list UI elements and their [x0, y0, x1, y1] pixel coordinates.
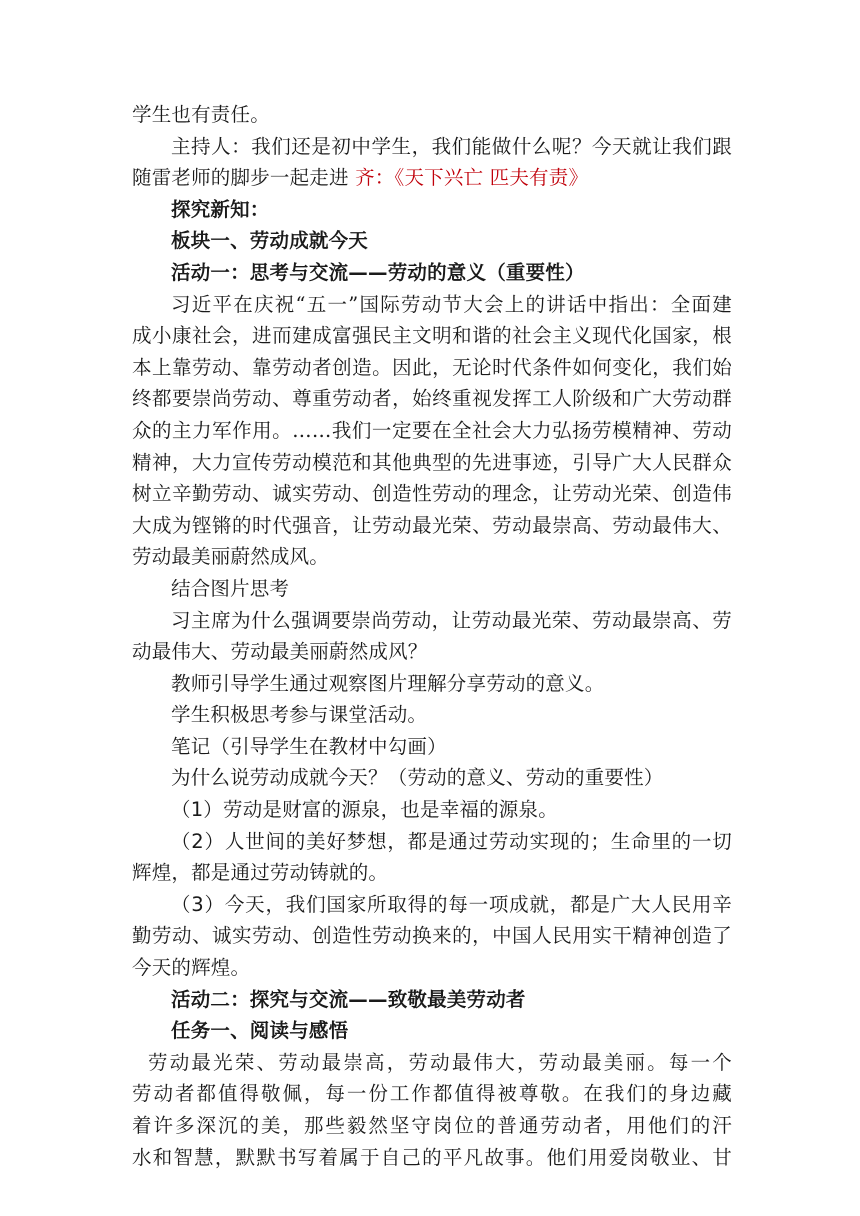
section-heading: 探究新知： — [171, 197, 270, 221]
note-item: （3）今天，我们国家所取得的每一项成就，都是广大人民用辛 — [171, 892, 732, 916]
paragraph-line: 学生积极思考参与课堂活动。 — [171, 703, 428, 727]
highlighted-title: 齐：《天下兴亡 匹夫有责》 — [355, 166, 589, 190]
paragraph-line: 主持人：我们还是初中学生，我们能做什么呢？今天就让我们跟 — [171, 134, 732, 158]
paragraph-line: 水和智慧，默默书写着属于自己的平凡故事。他们用爱岗敬业、甘 — [132, 1145, 732, 1169]
task-heading: 任务一、阅读与感悟 — [171, 1019, 349, 1043]
activity-heading: 活动一：思考与交流——劳动的意义（重要性） — [171, 260, 585, 284]
paragraph-line: 笔记（引导学生在教材中勾画） — [171, 734, 447, 758]
paragraph-line: 劳动最光荣、劳动最崇高，劳动最伟大，劳动最美丽。每一个 — [148, 1050, 732, 1074]
paragraph-line: 终都要崇尚劳动、尊重劳动者，始终重视发挥工人阶级和广大劳动群 — [132, 387, 732, 411]
paragraph-line: 树立辛勤劳动、诚实劳动、创造性劳动的理念，让劳动光荣、创造伟 — [132, 482, 732, 506]
paragraph-line: 劳动最美丽蔚然成风。 — [132, 545, 330, 569]
paragraph-line: 结合图片思考 — [171, 576, 290, 600]
paragraph-line: 动最伟大、劳动最美丽蔚然成风？ — [132, 640, 428, 664]
paragraph-line: 习近平在庆祝“五一”国际劳动节大会上的讲话中指出：全面建 — [171, 292, 732, 316]
paragraph-line: 本上靠劳动、靠劳动者创造。因此，无论时代条件如何变化，我们始 — [132, 355, 732, 379]
document-page — [132, 99, 732, 1173]
paragraph-line — [132, 162, 732, 194]
activity-heading: 活动二：探究与交流——致敬最美劳动者 — [171, 987, 526, 1011]
paragraph-line: 大成为铿锵的时代强音，让劳动最光荣、劳动最崇高、劳动最伟大、 — [132, 513, 732, 537]
paragraph-line: 为什么说劳动成就今天？（劳动的意义、劳动的重要性） — [171, 766, 664, 790]
paragraph-text: 随雷老师的脚步一起走进 — [132, 166, 356, 190]
paragraph-line: 众的主力军作用。……我们一定要在全社会大力弘扬劳模精神、劳动 — [132, 418, 732, 442]
paragraph-line: 着许多深沉的美，那些毅然坚守岗位的普通劳动者，用他们的汗 — [132, 1114, 732, 1137]
paragraph-line: 学生也有责任。 — [132, 103, 270, 126]
paragraph-line: 精神，大力宣传劳动模范和其他典型的先进事迹，引导广大人民群众 — [132, 450, 732, 474]
note-item: （2）人世间的美好梦想，都是通过劳动实现的；生命里的一切 — [171, 829, 732, 853]
paragraph-line: 习主席为什么强调要崇尚劳动，让劳动最光荣、劳动最崇高、劳 — [171, 608, 732, 632]
paragraph-line: 劳动者都值得敬佩，每一份工作都值得被尊敬。在我们的身边藏 — [132, 1082, 732, 1106]
note-item: （1）劳动是财富的源泉，也是幸福的源泉。 — [171, 798, 558, 822]
section-heading: 板块一、劳动成就今天 — [171, 229, 369, 253]
note-item: 勤劳动、诚实劳动、创造性劳动换来的，中国人民用实干精神创造了 — [132, 924, 732, 948]
paragraph-line: 成小康社会，进而建成富强民主文明和谐的社会主义现代化国家，根 — [132, 324, 732, 348]
note-item: 今天的辉煌。 — [132, 956, 251, 980]
note-item: 辉煌，都是通过劳动铸就的。 — [132, 861, 389, 885]
paragraph-line: 教师引导学生通过观察图片理解分享劳动的意义。 — [171, 671, 605, 695]
